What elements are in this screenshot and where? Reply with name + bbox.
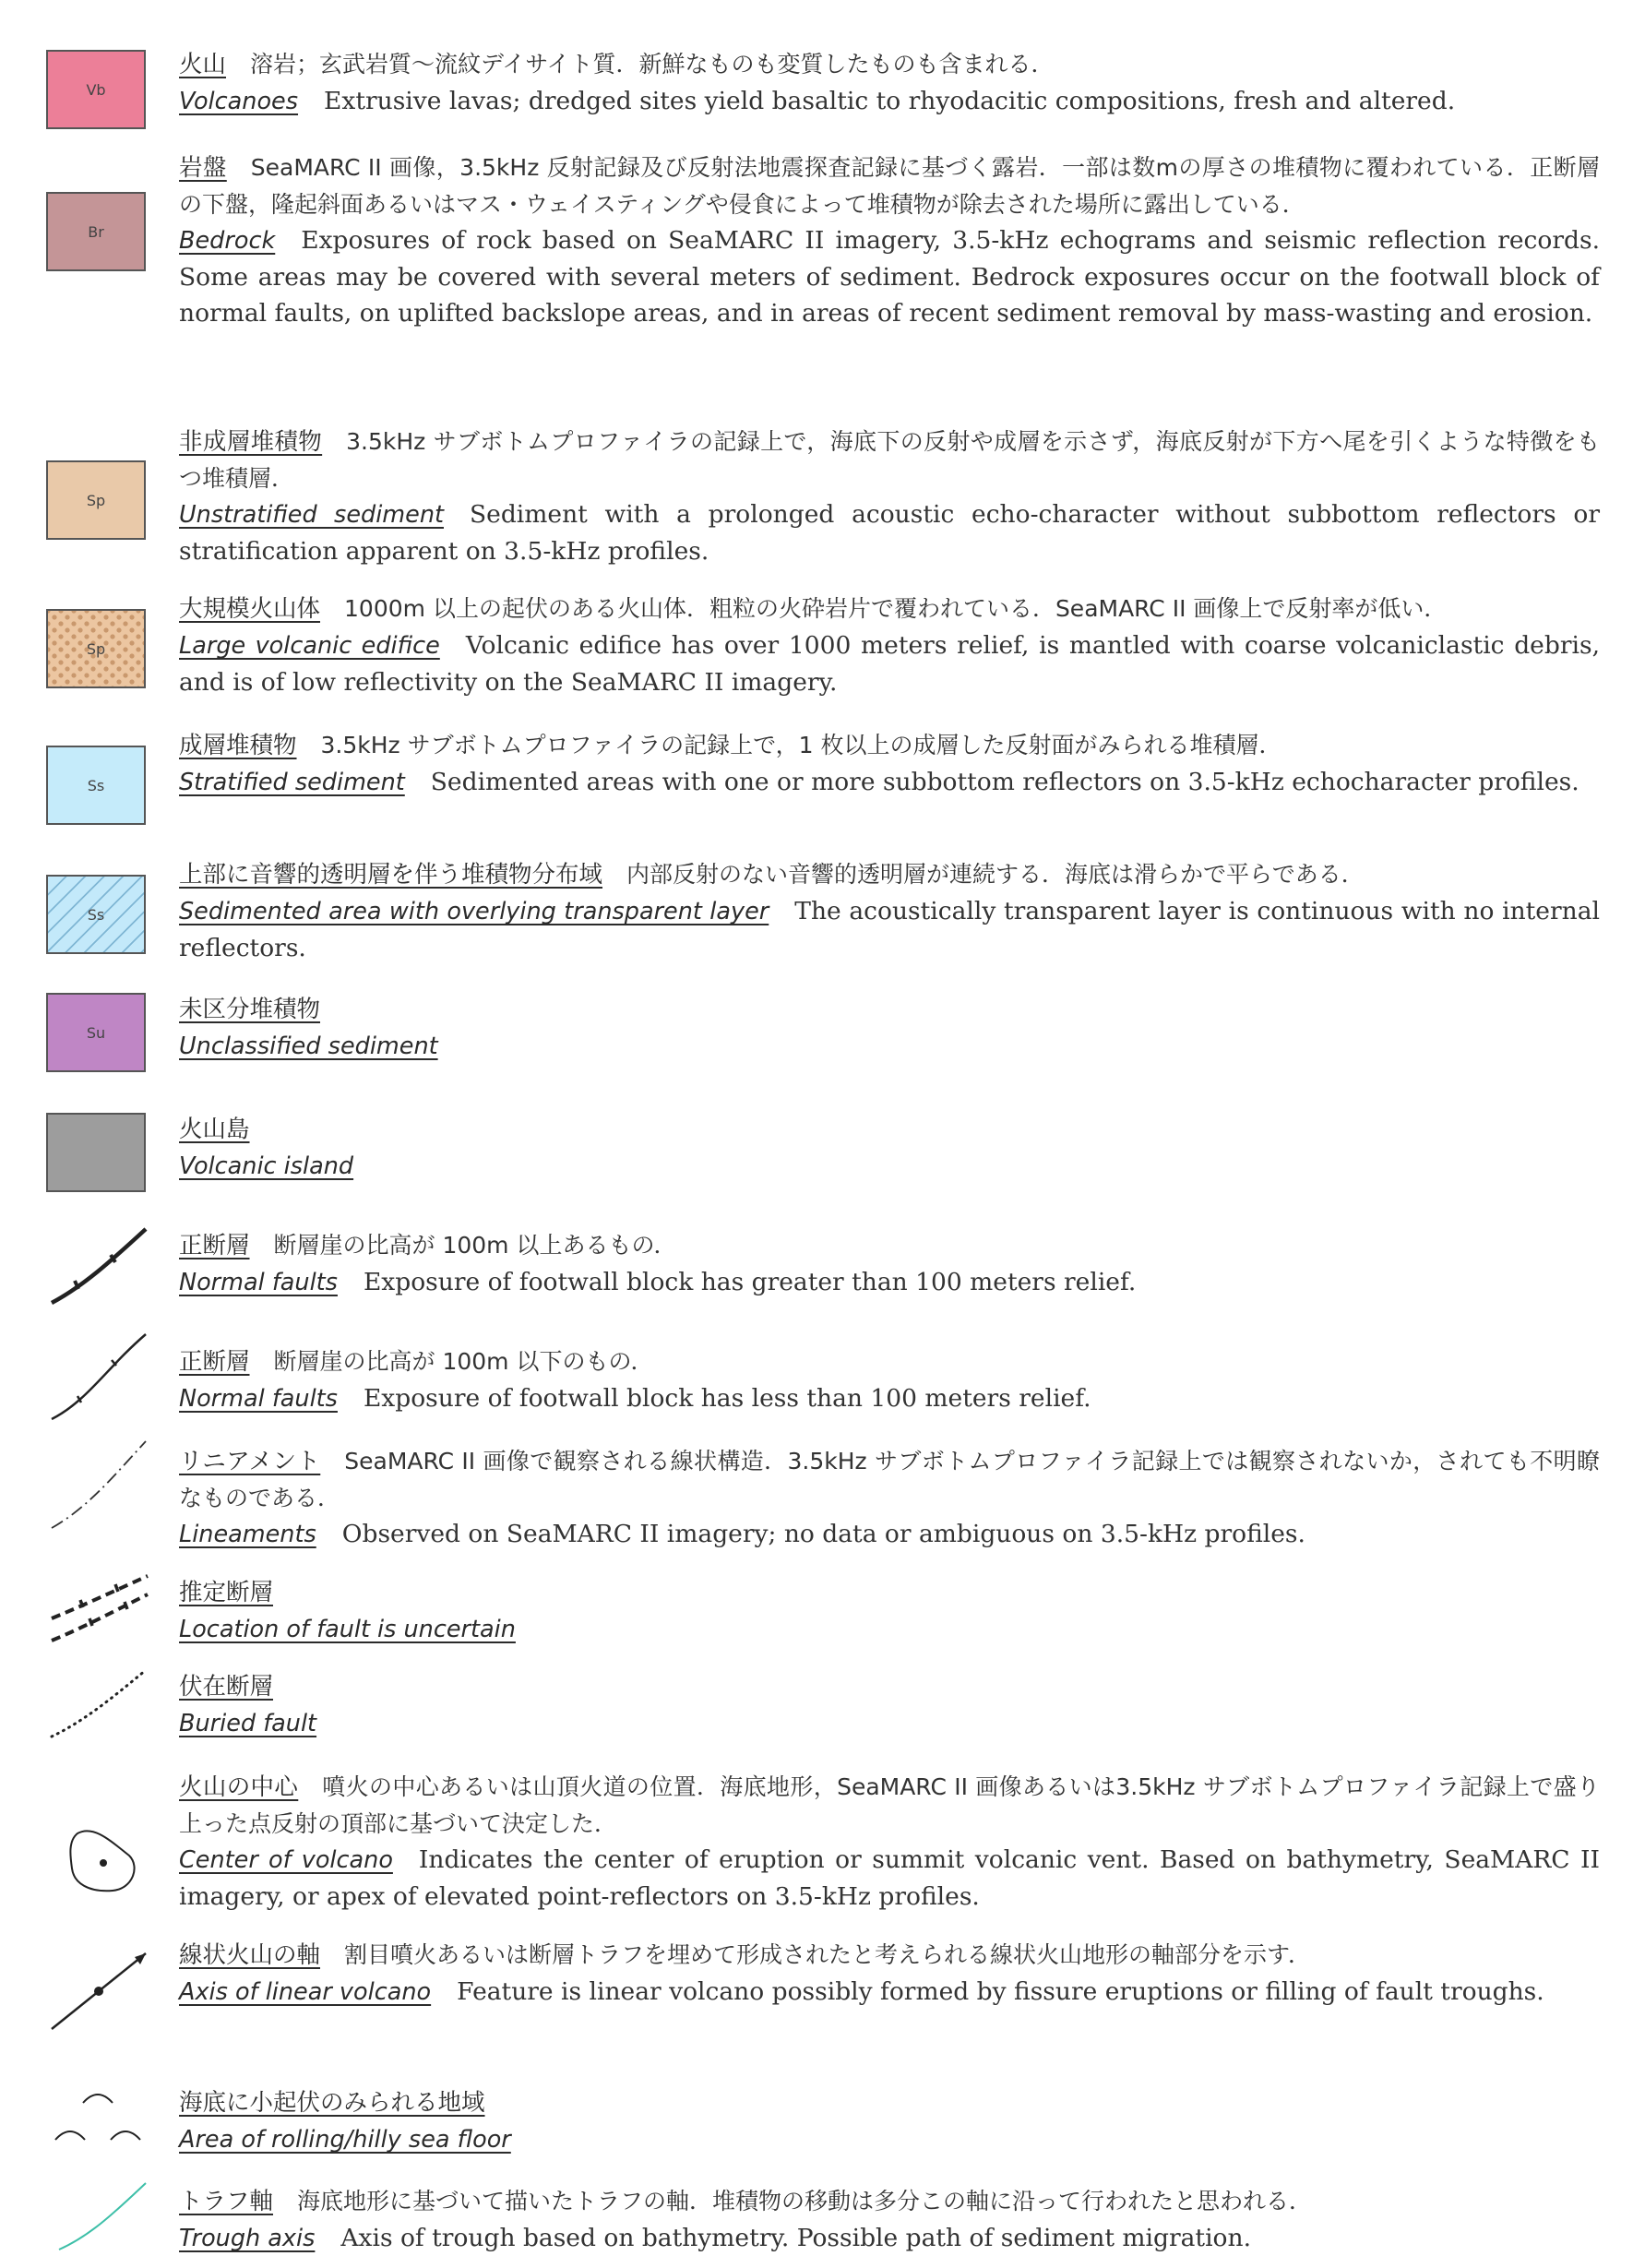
swatch-code: Sp [86,639,106,658]
en-title: Sedimented area with overlying transparent layer [179,898,769,925]
jp-title: 岩盤 [179,154,227,182]
linear-volcano-axis-symbol [46,1944,157,2036]
en-title: Normal faults [179,1269,338,1296]
jp-description: 断層崖の比高が 100m 以上あるもの． [273,1232,677,1259]
en-title: Location of fault is uncertain [179,1616,516,1643]
swatch-code: Sp [86,491,106,509]
unclassified-swatch [46,993,146,1072]
swatch-code: Vb [86,80,106,99]
rolling-sea-floor-symbol [46,2083,157,2147]
jp-title: 未区分堆積物 [179,996,321,1023]
volcanoes-swatch [46,50,146,129]
jp-description: 噴火の中心あるいは山頂火道の位置．海底地形，SeaMARC II 画像あるいは3.5kHz サブボトムプロファイラ記録上で盛り上った点反射の頂部に基づいて決定した． [179,1773,1600,1837]
jp-title: 正断層 [179,1232,250,1259]
swatch-code: Br [88,222,104,241]
en-description: Exposure of footwall block has greater than 100 meters relief. [363,1268,1137,1296]
stratified-swatch [46,746,146,825]
en-description: Extrusive lavas; dredged sites yield basaltic to rhyodacitic compositions, fresh and altered. [324,87,1456,115]
en-title: Stratified sediment [179,769,405,796]
jp-title: 成層堆積物 [179,732,297,759]
jp-title: 正断層 [179,1348,250,1376]
en-title: Buried fault [179,1710,317,1737]
jp-title: 上部に音響的透明層を伴う堆積物分布域 [179,861,603,889]
en-title: Lineaments [179,1521,316,1548]
normal-fault-minor-symbol [46,1327,157,1428]
en-description: The acoustically transparent layer is continuous with no internal reflectors. [179,897,1600,962]
en-description: Exposure of footwall block has less than 100 meters relief. [363,1384,1091,1413]
jp-title: トラフ軸 [179,2188,274,2215]
swatch-code: Ss [87,776,105,794]
jp-title: 大規模火山体 [179,595,321,623]
swatch-code: Ss [87,905,105,924]
jp-title: 火山の中心 [179,1773,299,1801]
jp-title: 推定断層 [179,1579,274,1606]
en-title: Center of volcano [179,1846,393,1874]
jp-title: 非成層堆積物 [179,428,323,456]
jp-description: 溶岩；玄武岩質～流紋デイサイト質．新鮮なものも変質したものも含まれる． [250,51,1055,78]
en-description: Sediment with a prolonged acoustic echo-character without subbottom reflectors or stratification apparent on 3.5-kHz profiles. [179,500,1600,566]
en-title: Volcanoes [179,88,299,115]
jp-description: 内部反射のない音響的透明層が連続する．海底は滑らかで平らである． [626,861,1365,888]
en-description: Indicates the center of eruption or summit volcanic vent. Based on bathymetry, SeaMARC II imagery, or apex of elevated point-reflectors on 3.5-kHz profiles. [179,1845,1600,1911]
en-title: Axis of linear volcano [179,1978,432,2006]
en-title: Trough axis [179,2225,316,2252]
swatch-code: Su [86,1023,106,1042]
en-title: Normal faults [179,1385,338,1413]
jp-title: 火山 [179,51,227,78]
edifice-dotted-swatch [46,609,146,688]
en-description: Sedimented areas with one or more subbottom reflectors on 3.5-kHz echocharacter profiles. [430,768,1579,796]
jp-description: 割目噴火あるいは断層トラフを埋めて形成されたと考えられる線状火山地形の軸部分を示す． [344,1941,1312,1968]
jp-description: 3.5kHz サブボトムプロファイラの記録上で，海底下の反射や成層を示さず，海底反射が下方へ尾を引くような特徴をもつ堆積層． [179,428,1600,492]
jp-title: 伏在断層 [179,1673,274,1701]
jp-title: 海底に小起伏のみられる地域 [179,2089,485,2117]
jp-title: リニアメント [179,1448,321,1475]
en-description: Volcanic edifice has over 1000 meters relief, is mantled with coarse volcaniclastic debris, and is of low reflectivity on the SeaMARC II imagery. [179,631,1600,697]
lineament-symbol [46,1436,157,1537]
en-description: Feature is linear volcano possibly formed by fissure eruptions or filling of fault troughs. [457,1977,1544,2006]
jp-description: SeaMARC II 画像で観察される線状構造．3.5kHz サブボトムプロファイラ記録上では観察されないか，されても不明瞭なものである． [179,1448,1600,1511]
jp-description: 海底地形に基づいて描いたトラフの軸．堆積物の移動は多分この軸に沿って行われたと思われる． [297,2188,1313,2214]
en-title: Large volcanic edifice [179,632,440,660]
en-title: Volcanic island [179,1152,354,1180]
en-description: Observed on SeaMARC II imagery; no data or ambiguous on 3.5-kHz profiles. [341,1520,1305,1548]
transparent-layer-hatched-swatch [46,875,146,954]
buried-fault-symbol [46,1661,157,1744]
en-title: Area of rolling/hilly sea floor [179,2126,511,2154]
unstratified-swatch [46,460,146,540]
volcanic-island-swatch [46,1113,146,1192]
jp-title: 火山島 [179,1116,250,1143]
jp-description: 断層崖の比高が 100m 以下のもの． [273,1348,654,1375]
en-title: Unclassified sediment [179,1033,438,1060]
en-title: Unstratified sediment [179,501,444,529]
en-description: Axis of trough based on bathymetry. Possible path of sediment migration. [340,2224,1251,2252]
jp-description: 3.5kHz サブボトムプロファイラの記録上で，1 枚以上の成層した反射面がみられる堆積層． [320,732,1282,758]
volcano-center-symbol [46,1822,157,1905]
uncertain-fault-symbol [46,1565,157,1648]
en-title: Bedrock [179,227,276,255]
normal-fault-major-symbol [46,1220,157,1312]
jp-description: 1000m 以上の起伏のある火山体．粗粒の火砕岩片で覆われている．SeaMARC II 画像上で反射率が低い． [344,595,1448,622]
jp-title: 線状火山の軸 [179,1941,321,1969]
trough-axis-symbol [46,2178,157,2251]
jp-description: SeaMARC II 画像，3.5kHz 反射記録及び反射法地震探査記録に基づく露岩．一部は数mの厚さの堆積物に覆われている．正断層の下盤，隆起斜面あるいはマス・ウェイスティングや侵食によって堆積物が除去された場所に露出している． [179,154,1600,218]
bedrock-swatch [46,192,146,271]
en-description: Exposures of rock based on SeaMARC II imagery, 3.5-kHz echograms and seismic reflection records. Some areas may be covered with several meters of sediment. Bedrock exposures occur on the footwall block of normal faults, on uplifted backslope areas, and in areas of recent sediment removal by mass-wasting and erosion. [179,226,1600,328]
